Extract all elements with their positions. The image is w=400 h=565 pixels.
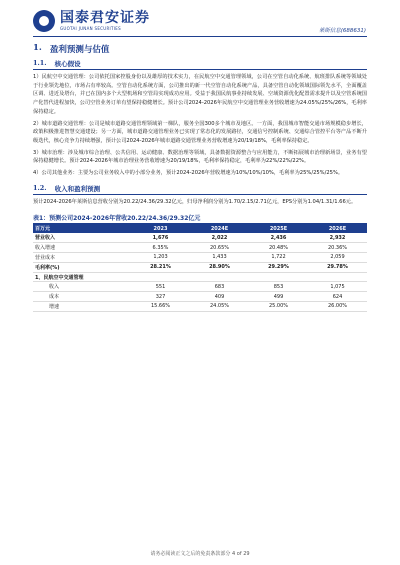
- report-body: [33, 43, 367, 312]
- forecast-summary: 预计2024-2026年莱斯信息营收分别为20.22/24.36/29.32亿元，归母净利润分别为1.70/2.15/2.71亿元，EPS分别为1.04/1.31/1.66元。: [33, 198, 357, 205]
- value-cell: 20.48%: [249, 243, 308, 253]
- row-label-cell: 营业收入: [33, 233, 131, 242]
- row-label-cell: 毛利率(%): [33, 262, 131, 272]
- paragraph-civil-aviation: 1）民航空中交通管理：公司依托国家控股身份以及雄厚的技术实力，在民航空中交通管理领域，公司在空管自动化系统、航班排队系统等领域处于行业领先地位，市场占有率较高。空管自动化系统方面，公司推出的新一代空管自动化系统产品，具备空管自动化领域国际领先水平，全面覆盖区调、进近及塔台，并已在国内多个大型机场和空管局实现成功应用。受益于我国民航事业持续发展、空域资源优化配置需求提升以及空管系统国产化替代进程加快，公司空管业务订单有望保持稳健增长。预计公司2024-2026年民航空中交通管理业务营收增速为24.05%/25%/26%，毛利率保持稳定。: [33, 74, 367, 115]
- section-title: 盈利预测与估值: [49, 45, 110, 55]
- value-cell: 29.78%: [308, 262, 367, 272]
- table-header-cell: 百万元: [33, 224, 131, 233]
- value-cell: 25.00%: [249, 302, 308, 312]
- logo-emblem-icon: [33, 10, 55, 32]
- value-cell: 409: [190, 292, 249, 302]
- subsection-number: 1.2.: [33, 183, 47, 192]
- row-label-cell: 收入增速: [33, 243, 131, 253]
- value-cell: 2,059: [308, 253, 367, 263]
- value-cell: 853: [249, 282, 308, 292]
- table-row: [33, 233, 367, 242]
- paragraph-urban-governance: 3）城市治理：涉及城市综合治理、公共信用、运动健康、数据治理等领域，具备数据资源整合与应用能力，不断拓展城市治理新场景，业务有望保持稳健增长。预计2024-2026年城市治理业务营收增速为20/19/18%，毛利率保持稳定，毛利率为22%/22%/22%。: [33, 149, 367, 165]
- row-label-cell: 增速: [33, 302, 131, 312]
- value-cell: [131, 272, 190, 282]
- value-cell: 551: [131, 282, 190, 292]
- forecast-table: [33, 224, 367, 311]
- table-title: 表1：预测公司2024-2026年营收20.22/24.36/29.32亿元: [33, 212, 367, 224]
- paragraph-other-business: 4）公司其他业务：主要为公司业务收入中的小部分业务，预计2024-2026年营收增速为10%/10%/10%，毛利率为25%/25%/25%。: [33, 170, 344, 177]
- table-row: [33, 243, 367, 253]
- table-row: [33, 272, 367, 282]
- value-cell: 28.90%: [190, 262, 249, 272]
- subsection-heading-assumptions: [33, 59, 367, 70]
- value-cell: 499: [249, 292, 308, 302]
- value-cell: 28.21%: [131, 262, 190, 272]
- subsection-number: 1.1.: [33, 59, 47, 67]
- value-cell: 1,075: [308, 282, 367, 292]
- value-cell: 1,433: [190, 253, 249, 263]
- table-row: [33, 253, 367, 263]
- value-cell: 1,676: [131, 233, 190, 242]
- value-cell: 2,022: [190, 233, 249, 242]
- report-company-ticker: 莱斯信息(688631): [318, 28, 366, 34]
- value-cell: 2,932: [308, 233, 367, 242]
- value-cell: 26.00%: [308, 302, 367, 312]
- table-header-cell: 2026E: [308, 224, 367, 233]
- row-label-cell: 1、民航空中交通管理: [33, 272, 131, 282]
- section-heading: [33, 43, 367, 55]
- value-cell: 624: [308, 292, 367, 302]
- page-footer: 请务必阅读正文之后的免责条款部分 4 of 29: [150, 551, 250, 557]
- row-label-cell: 收入: [33, 282, 131, 292]
- header-divider: [33, 36, 367, 37]
- row-label-cell: 成本: [33, 292, 131, 302]
- table-header-cell: 2025E: [249, 224, 308, 233]
- value-cell: [308, 272, 367, 282]
- table-header-cell: 2023: [131, 224, 190, 233]
- value-cell: 24.05%: [190, 302, 249, 312]
- table-row: [33, 262, 367, 272]
- subsection-title: 核心假设: [54, 60, 81, 68]
- paragraph-urban-traffic: 2）城市道路交通管理：公司是城市道路交通管理领域第一梯队，服务全国300多个城市及地区。一方面，我国城市智能交通市场规模稳步增长，政策积极推进智慧交通建设；另一方面，城市道路交通管理业务已实现了常态化的发展路径，交通信号控制系统、交通综合管控平台等产品不断升级迭代，核心竞争力持续增强，预计公司2024-2026年城市道路交通管理业务营收增速为20/19/18%，毛利率保持稳定。: [33, 120, 367, 144]
- section-number: 1.: [33, 43, 42, 53]
- table-row: [33, 292, 367, 302]
- value-cell: 683: [190, 282, 249, 292]
- table-row: [33, 282, 367, 292]
- table-row: [33, 302, 367, 312]
- row-label-cell: 营业成本: [33, 253, 131, 263]
- logo-english-name: GUOTAI JUNAN SECURITIES: [60, 25, 121, 31]
- value-cell: 20.36%: [308, 243, 367, 253]
- logo-chinese-name: 国泰君安证券: [60, 9, 150, 26]
- value-cell: 2,436: [249, 233, 308, 242]
- page-header: [0, 0, 400, 40]
- value-cell: 20.65%: [190, 243, 249, 253]
- subsection-title: 收入和盈利预测: [54, 184, 101, 193]
- table-header-row: [33, 224, 367, 233]
- value-cell: 15.66%: [131, 302, 190, 312]
- value-cell: 29.29%: [249, 262, 308, 272]
- subsection-heading-forecast: [33, 184, 367, 195]
- table-body: [33, 233, 367, 311]
- value-cell: 327: [131, 292, 190, 302]
- value-cell: 1,203: [131, 253, 190, 263]
- company-logo: [33, 10, 150, 32]
- value-cell: 6.35%: [131, 243, 190, 253]
- table-header-cell: 2024E: [190, 224, 249, 233]
- value-cell: 1,722: [249, 253, 308, 263]
- value-cell: [190, 272, 249, 282]
- value-cell: [249, 272, 308, 282]
